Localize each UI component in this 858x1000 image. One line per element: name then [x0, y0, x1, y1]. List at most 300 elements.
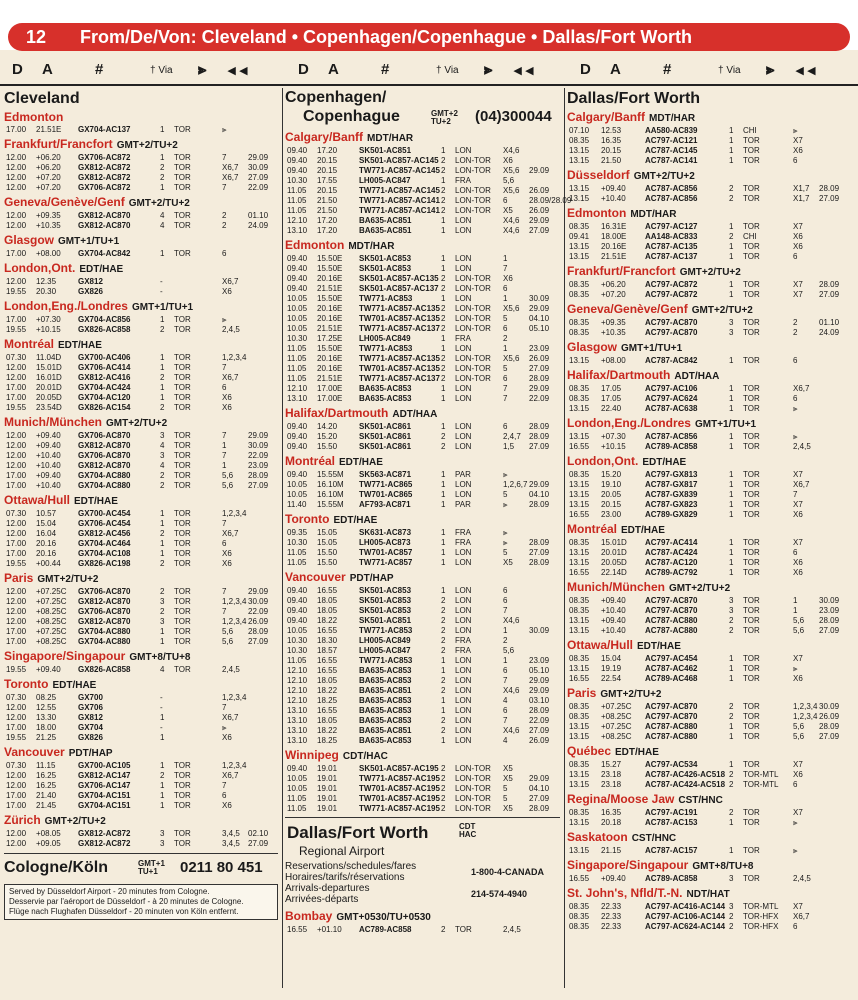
- destination-heading: [4, 233, 278, 249]
- stops: 1: [729, 356, 734, 365]
- column-divider: [282, 88, 283, 988]
- arr-time: 16.01D: [36, 373, 62, 382]
- via: LON-TOR: [455, 206, 491, 215]
- stops: -: [160, 277, 163, 286]
- flight-number: GX826: [78, 733, 103, 742]
- dep-time: 16.55: [569, 874, 590, 883]
- destination-heading: [567, 168, 855, 184]
- flight-number: TW771-AC857-AC135: [359, 304, 440, 313]
- flight-row: [4, 221, 278, 231]
- arr-time: 20.15: [317, 166, 338, 175]
- destination-name: Munich/München: [4, 415, 102, 429]
- destination-heading: [567, 416, 855, 432]
- flight-number: GX812-AC872: [78, 173, 131, 182]
- flight-row: [567, 490, 855, 500]
- flight-number: BA635-AC851: [359, 226, 412, 235]
- flight-number: GX704-AC880: [78, 627, 131, 636]
- flight-row: [567, 606, 855, 616]
- destination-timezone: GMT+2/TU+2: [669, 583, 731, 594]
- flight-number: LH005-AC849: [359, 334, 411, 343]
- flight-number: GX704: [78, 723, 103, 732]
- destination-name: Halifax/Dartmouth: [567, 368, 671, 382]
- days: 2,4,5: [222, 325, 240, 334]
- header-group: [568, 56, 848, 84]
- date: 28.09: [819, 722, 840, 731]
- flight-number: AC797-AC414: [645, 538, 698, 547]
- flight-row: [285, 764, 560, 774]
- stops: 1: [729, 722, 734, 731]
- days: 7: [222, 587, 227, 596]
- stops: 2: [160, 403, 165, 412]
- days: 1: [793, 606, 798, 615]
- arr-time: 19.01: [317, 794, 338, 803]
- dep-time: 12.00: [6, 607, 27, 616]
- days: X4,6: [503, 146, 520, 155]
- destination-timezone: GMT+1/TU+1: [694, 419, 757, 430]
- destination-heading: [567, 368, 855, 384]
- via: TOR-MTL: [743, 770, 779, 779]
- days: 6: [793, 780, 798, 789]
- stops: 3: [729, 874, 734, 883]
- destination-timezone: CDT/HAC: [342, 751, 388, 762]
- stops: 1: [729, 568, 734, 577]
- flight-number: GX812: [78, 713, 103, 722]
- dep-time: 08.35: [569, 290, 590, 299]
- arr-time: +06.20: [36, 163, 61, 172]
- days: 1,5: [503, 442, 515, 451]
- destination-name: Calgary/Banff: [285, 130, 364, 144]
- destination-heading: [567, 886, 855, 902]
- via: TOR: [743, 712, 760, 721]
- arr-time: 18.57: [317, 646, 338, 655]
- stops: 2: [441, 274, 446, 283]
- dep-time: 08.35: [569, 712, 590, 721]
- arr-time: 15.20: [317, 432, 338, 441]
- arr-time: 10.57: [36, 509, 57, 518]
- date: 27.09: [529, 442, 550, 451]
- arr-time: 22.33: [601, 922, 622, 931]
- flight-row: [567, 394, 855, 404]
- dep-time: 12.10: [287, 216, 308, 225]
- flight-number: GX812-AC456: [78, 529, 131, 538]
- flight-row: [567, 126, 855, 136]
- dep-time: 09.40: [287, 764, 308, 773]
- destination-name: Toronto: [285, 512, 330, 526]
- header-group: [286, 56, 566, 84]
- stops: 1: [441, 470, 446, 479]
- date: 27.09: [248, 637, 269, 646]
- arr-time: 15.55M: [317, 470, 344, 479]
- destination-heading: [4, 299, 278, 315]
- stops: 1: [729, 280, 734, 289]
- flight-number: SK501-AC861: [359, 432, 412, 441]
- via: TOR: [743, 510, 760, 519]
- stops: 1: [160, 801, 165, 810]
- days: 5: [503, 548, 508, 557]
- flight-number: SK501-AC857-AC137: [359, 284, 439, 293]
- flight-row: [4, 393, 278, 403]
- stops: -: [160, 287, 163, 296]
- arr-time: 15.04: [601, 654, 622, 663]
- flight-row: [285, 216, 560, 226]
- stops: 4: [160, 221, 165, 230]
- arr-time: +09.05: [36, 839, 61, 848]
- flight-row: [285, 394, 560, 404]
- flight-number: AC797-AC870: [645, 606, 698, 615]
- via: TOR: [174, 791, 191, 800]
- days: X6: [793, 510, 803, 519]
- flight-number: GX826-AC858: [78, 325, 131, 334]
- days: X6: [222, 733, 232, 742]
- date: 28.09: [529, 538, 550, 547]
- flight-number: GX704-AC120: [78, 393, 131, 402]
- via: LON: [455, 394, 472, 403]
- dep-time: 12.00: [6, 597, 27, 606]
- flight-number: GX812-AC872: [78, 829, 131, 838]
- flight-number: BA635-AC851: [359, 216, 412, 225]
- stops: 4: [160, 441, 165, 450]
- destination-heading: [567, 454, 855, 470]
- flight-number: GX704-AC880: [78, 637, 131, 646]
- flight-number: BA635-AC851: [359, 686, 412, 695]
- flight-number: AC787-AC153: [645, 818, 698, 827]
- via: LON: [455, 264, 472, 273]
- arr-time: 11.04D: [36, 353, 62, 362]
- flight-number: TW771-AC857-AC141: [359, 196, 440, 205]
- via: LON-TOR: [455, 196, 491, 205]
- days: ⫸: [503, 500, 508, 509]
- arr-time: 22.14D: [601, 568, 627, 577]
- destination-heading: [285, 238, 560, 254]
- stops: 3: [160, 451, 165, 460]
- arr-time: +08.25C: [36, 637, 67, 646]
- dep-time: 11.05: [287, 548, 307, 557]
- flight-number: GX812: [78, 277, 103, 286]
- header-arrows: ◂ ◂: [228, 62, 248, 79]
- stops: 3: [160, 839, 165, 848]
- dep-time: 13.15: [569, 846, 590, 855]
- date: 02.10: [248, 829, 269, 838]
- via: TOR: [743, 846, 760, 855]
- days: X6,7: [793, 384, 810, 393]
- stops: 2: [441, 374, 446, 383]
- via: TOR: [455, 925, 472, 934]
- via: LON: [455, 706, 472, 715]
- stops: 1: [160, 125, 165, 134]
- stops: 1: [160, 383, 165, 392]
- flight-number: SK501-AC853: [359, 254, 412, 263]
- stops: 3: [729, 606, 734, 615]
- flight-number: AC787-AC135: [645, 242, 698, 251]
- flight-number: GX826: [78, 287, 103, 296]
- flight-row: [285, 264, 560, 274]
- dep-time: 09.40: [287, 442, 308, 451]
- destination-name: Montréal: [285, 454, 336, 468]
- flight-row: [567, 222, 855, 232]
- arr-time: 16.04: [36, 529, 57, 538]
- arr-time: +10.35: [36, 221, 61, 230]
- flight-row: [285, 284, 560, 294]
- destination-name: Frankfurt/Francfort: [567, 264, 676, 278]
- days: X5,6: [503, 186, 520, 195]
- days: X5,6: [503, 354, 520, 363]
- via: TOR: [743, 470, 760, 479]
- arr-time: 16.10M: [317, 490, 344, 499]
- destination-timezone: EDT/HAE: [615, 747, 659, 758]
- dep-time: 12.00: [6, 441, 27, 450]
- destination-heading: [567, 302, 855, 318]
- arr-time: +07.25C: [601, 722, 632, 731]
- flight-number: GX812-AC872: [78, 163, 131, 172]
- stops: 1: [441, 422, 446, 431]
- dep-time: 08.35: [569, 136, 590, 145]
- days: ⫸: [503, 538, 508, 547]
- days: 7: [222, 781, 227, 790]
- date: 04.10: [529, 784, 550, 793]
- dep-time: 13.10: [287, 716, 308, 725]
- stops: 2: [441, 442, 446, 451]
- destination-name: Glasgow: [567, 340, 618, 354]
- dep-time: 17.00: [6, 393, 27, 402]
- dep-time: 10.05: [287, 304, 308, 313]
- dep-time: 10.30: [287, 538, 308, 547]
- stops: 2: [441, 354, 446, 363]
- arr-time: +00.44: [36, 559, 61, 568]
- dep-time: 13.10: [287, 226, 308, 235]
- flight-number: AC787-GX839: [645, 490, 698, 499]
- flight-row: [285, 716, 560, 726]
- flight-row: [567, 384, 855, 394]
- arr-time: 20.15: [317, 186, 338, 195]
- stops: 1: [729, 490, 734, 499]
- arr-time: +08.25C: [36, 617, 67, 626]
- dep-time: 09.40: [287, 596, 308, 605]
- stops: 1: [160, 249, 165, 258]
- stops: -: [160, 693, 163, 702]
- via: TOR: [743, 606, 760, 615]
- flight-number: AC797-AC870: [645, 702, 698, 711]
- flight-row: [285, 500, 560, 510]
- stops: 2: [160, 163, 165, 172]
- destination-name: Frankfurt/Francfort: [4, 137, 113, 151]
- destination-name: Zürich: [4, 813, 41, 827]
- date: 23.09: [819, 606, 840, 615]
- flight-number: TW771-AC857-AC141: [359, 206, 440, 215]
- days: X6: [222, 287, 232, 296]
- via: LON: [455, 676, 472, 685]
- dep-time: 13.15: [569, 242, 590, 251]
- days: 1: [222, 441, 227, 450]
- dep-time: 08.35: [569, 654, 590, 663]
- destination-timezone: MDT/HAR: [348, 241, 395, 252]
- days: X7: [793, 470, 803, 479]
- stops: 2: [441, 284, 446, 293]
- flight-number: GX826-AC154: [78, 403, 131, 412]
- via: TOR: [174, 559, 191, 568]
- days: ⫸: [793, 664, 798, 673]
- via: TOR: [174, 441, 191, 450]
- stops: 2: [441, 364, 446, 373]
- stops: 2: [441, 626, 446, 635]
- origin-city: [285, 88, 560, 128]
- days: 2,4,5: [793, 874, 811, 883]
- via: TOR: [174, 665, 191, 674]
- dep-time: 10.05: [287, 314, 308, 323]
- flight-row: [567, 404, 855, 414]
- days: X6: [793, 770, 803, 779]
- stops: 2: [729, 626, 734, 635]
- stops: -: [160, 723, 163, 732]
- flight-number: GX812-AC147: [78, 771, 131, 780]
- destination-heading: [285, 909, 560, 925]
- arr-time: 15.50E: [317, 254, 343, 263]
- arr-time: 15.50: [317, 558, 338, 567]
- date: 23.09: [248, 461, 269, 470]
- divider: [285, 817, 560, 818]
- flight-row: [4, 559, 278, 569]
- via: TOR: [174, 373, 191, 382]
- header-a: A: [328, 61, 339, 78]
- date: 03.10: [529, 696, 550, 705]
- dep-time: 10.05: [287, 294, 308, 303]
- phone-number: 0211 80 451: [180, 859, 263, 876]
- dep-time: 12.00: [6, 211, 27, 220]
- flight-row: [567, 616, 855, 626]
- flight-number: AC797-AC416-AC144: [645, 902, 726, 911]
- dep-time: 17.00: [6, 383, 27, 392]
- dep-time: 12.10: [287, 686, 308, 695]
- days: ⫸: [503, 470, 508, 479]
- dep-time: 19.55: [6, 559, 27, 568]
- arr-time: 18.05: [317, 596, 338, 605]
- dep-time: 09.40: [287, 264, 308, 273]
- destination-name: Edmonton: [567, 206, 627, 220]
- days: X7: [793, 500, 803, 509]
- days: X7: [793, 760, 803, 769]
- header-sym: ⫸: [198, 61, 207, 78]
- column-divider: [564, 88, 565, 988]
- stops: 1: [160, 519, 165, 528]
- stops: 2: [729, 232, 734, 241]
- date: 04.10: [529, 490, 550, 499]
- flight-row: [285, 374, 560, 384]
- via: TOR: [174, 471, 191, 480]
- via: TOR: [743, 156, 760, 165]
- note-line: Desservie par l'aéroport de Düsseldorf - à 20 minutes de Cologne.: [9, 897, 244, 906]
- date: 27.09: [529, 364, 550, 373]
- destination-timezone: GMT+1/TU+1: [621, 343, 683, 354]
- days: 7: [222, 153, 227, 162]
- stops: 3: [160, 431, 165, 440]
- dep-time: 13.15: [569, 626, 590, 635]
- days: X7: [793, 654, 803, 663]
- arr-time: +09.35: [601, 318, 626, 327]
- days: 2,4,7: [503, 432, 521, 441]
- stops: 3: [729, 596, 734, 605]
- days: 7: [222, 607, 227, 616]
- stops: 2: [441, 726, 446, 735]
- arr-time: +07.25C: [601, 702, 632, 711]
- flight-row: [567, 356, 855, 366]
- date: 24.09: [819, 328, 840, 337]
- arr-time: 21.25: [36, 733, 57, 742]
- destination-name: London,Ont.: [567, 454, 639, 468]
- flight-number: AC787-AC856: [645, 184, 698, 193]
- days: 2,4,5: [503, 925, 521, 934]
- days: ⫸: [222, 125, 227, 134]
- date: 30.09: [819, 596, 840, 605]
- arr-time: 18.30: [317, 636, 338, 645]
- stops: 2: [160, 481, 165, 490]
- stops: 1: [441, 706, 446, 715]
- dep-time: 11.05: [287, 374, 307, 383]
- days: X1,7: [793, 194, 810, 203]
- flight-row: [285, 528, 560, 538]
- arr-time: 23.00: [601, 510, 622, 519]
- destination-timezone: EDT/HAE: [79, 264, 124, 275]
- arr-time: 19.01: [317, 764, 338, 773]
- stops: 1: [160, 791, 165, 800]
- dep-time: 08.35: [569, 808, 590, 817]
- via: TOR: [743, 404, 760, 413]
- via: TOR: [743, 500, 760, 509]
- via: LON: [455, 226, 472, 235]
- flight-number: SK563-AC871: [359, 470, 412, 479]
- stops: 2: [441, 166, 446, 175]
- arr-time: +07.25C: [36, 597, 67, 606]
- flight-number: AC789-AC858: [645, 442, 698, 451]
- destination-timezone: GMT+2/TU+2: [37, 574, 99, 585]
- destination-timezone: EDT/HAE: [58, 340, 102, 351]
- via: TOR: [743, 328, 760, 337]
- arr-time: 21.50: [601, 156, 622, 165]
- date: 28.09: [529, 558, 550, 567]
- arr-time: 18.00E: [601, 232, 627, 241]
- arr-time: 19.01: [317, 774, 338, 783]
- header-num: #: [663, 61, 672, 78]
- flight-number: TW771-AC857-AC195: [359, 774, 440, 783]
- destination-timezone: GMT+2/TU+2: [679, 267, 741, 278]
- arr-time: +09.40: [601, 596, 626, 605]
- flight-number: AC789-GX829: [645, 510, 698, 519]
- stops: 1: [160, 393, 165, 402]
- flight-row: [285, 636, 560, 646]
- flight-number: GX704-AC842: [78, 249, 131, 258]
- via: TOR: [743, 290, 760, 299]
- date: 27.09: [529, 794, 550, 803]
- days: 6: [222, 539, 227, 548]
- via: TOR: [174, 393, 191, 402]
- stops: 1: [729, 818, 734, 827]
- dep-time: 17.00: [6, 791, 27, 800]
- arr-time: 15.50: [317, 442, 338, 451]
- days: 5,6: [793, 616, 805, 625]
- flight-number: AC797-AC191: [645, 808, 698, 817]
- destination-name: Vancouver: [4, 745, 65, 759]
- via: TOR: [174, 519, 191, 528]
- stops: 1: [729, 732, 734, 741]
- arr-time: 20.15: [601, 500, 622, 509]
- flight-row: [285, 925, 560, 935]
- dep-time: 13.15: [569, 356, 590, 365]
- flight-row: [285, 314, 560, 324]
- days: X6,7: [793, 480, 810, 489]
- dep-time: 09.40: [287, 616, 308, 625]
- via: LON: [455, 736, 472, 745]
- header-a: A: [610, 61, 621, 78]
- stops: 2: [441, 606, 446, 615]
- stops: 1: [729, 846, 734, 855]
